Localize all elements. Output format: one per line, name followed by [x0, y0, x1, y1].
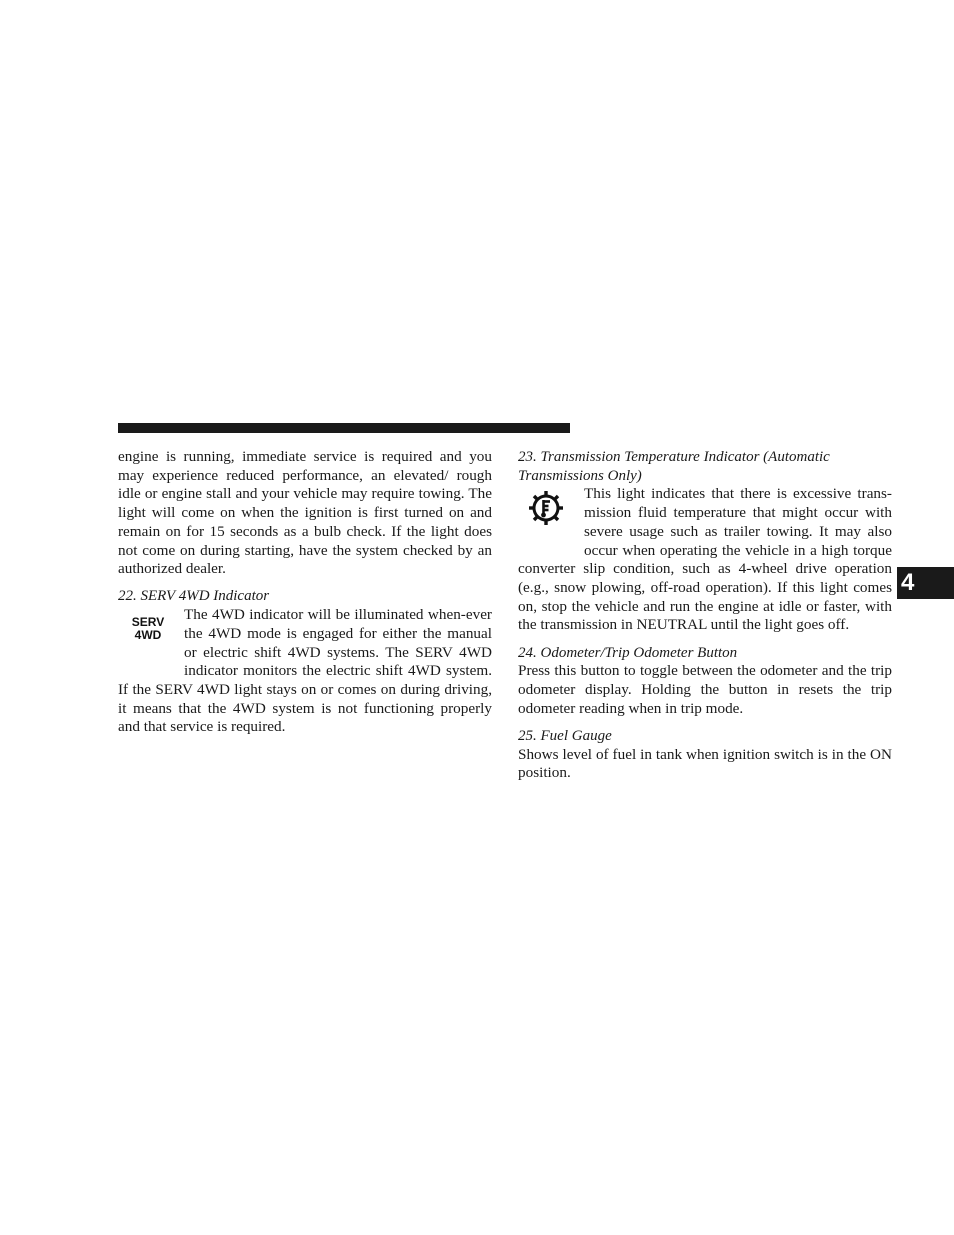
section-body: Press this button to toggle between the odometer and the trip odometer display. Holding the button in resets the trip odometer reading when in trip mode.	[518, 662, 892, 717]
right-column	[518, 448, 892, 783]
icon-label-line2: 4WD	[134, 627, 162, 642]
section-heading: 24. Odometer/Trip Odometer Button	[518, 644, 738, 661]
section-body: This light indicates that there is excessive trans-mission fluid temperature that might occur with severe usage such as trailer towing. It may also occur when operating the vehicle in a high torque converter slip condition, such as 4-wheel drive operation (e.g., snow plowing, off-road operation). If this light comes on, stop the vehicle and run the engine at idle or faster, with the transmission in NEUTRAL until the light goes off.	[518, 485, 892, 634]
icon-label-line1: SERV	[131, 615, 165, 630]
header-rule	[118, 423, 570, 433]
left-column	[118, 448, 492, 737]
section-heading: 23. Transmission Temperature Indicator (Automatic Transmissions Only)	[518, 449, 830, 484]
section-heading: 25. Fuel Gauge	[518, 727, 612, 744]
section-serv-4wd	[118, 587, 492, 737]
gear-thermometer-icon	[526, 488, 566, 528]
section-heading: 22. SERV 4WD Indicator	[118, 588, 270, 605]
section-body: The 4WD indicator will be illuminated when-ever the 4WD mode is engaged for either the manual or electric shift 4WD systems. The SERV 4WD indicator monitors the electric shift 4WD system. If the SERV 4WD light stays on or comes on during driving, it means that the 4WD system is not functioning properly and that service is required.	[118, 606, 492, 736]
transmission-temperature-icon	[518, 485, 584, 553]
chapter-number: 4	[901, 569, 915, 596]
section-fuel-gauge	[518, 727, 892, 783]
chapter-tab	[897, 567, 954, 599]
section-odometer-button	[518, 644, 892, 719]
section-transmission-temperature	[518, 448, 892, 635]
serv-4wd-icon	[118, 606, 184, 674]
section-body: Shows level of fuel in tank when ignition switch is in the ON position.	[518, 745, 892, 782]
intro-paragraph: engine is running, immediate service is required and you may experience reduced performance, an elevated/ rough idle or engine stall and your vehicle may require towing. The light will come on when the ignition is first turned on and remain on for 15 seconds as a bulb check. If the light does not come on during starting, have the system checked by an authorized dealer.	[118, 448, 492, 578]
